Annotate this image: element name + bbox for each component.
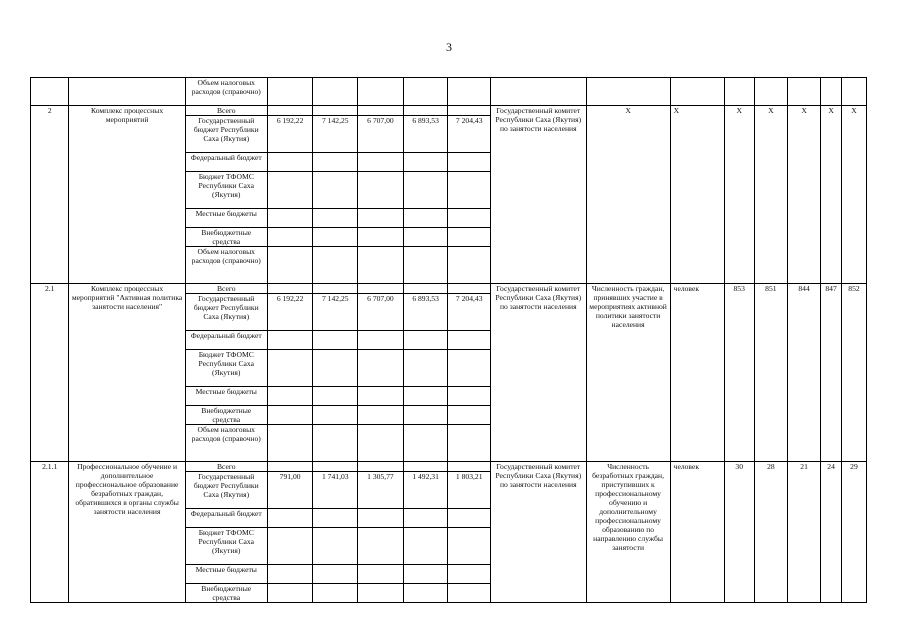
- amount-cell: [403, 406, 448, 425]
- amount-cell: [313, 425, 358, 462]
- amount-cell: 6 893,53: [403, 116, 448, 153]
- table-row: [31, 462, 867, 472]
- amount-cell: [448, 584, 491, 603]
- indicator-cell: Х: [586, 106, 670, 284]
- table-row: [31, 284, 867, 294]
- indicator-cell: Численность безработных граждан, приступивших к профессиональному обучению и дополнительному профессиональному образованию по направлению службы занятости: [586, 462, 670, 603]
- amount-cell: [448, 528, 491, 565]
- amount-cell: [313, 153, 358, 172]
- indicator-value-cell: 29: [841, 462, 866, 603]
- unit-cell: человек: [670, 462, 724, 603]
- amount-cell: [403, 509, 448, 528]
- amount-cell: [267, 209, 313, 228]
- source-cell: Местные бюджеты: [185, 209, 267, 228]
- indicator-value-cell: Х: [841, 106, 866, 284]
- amount-cell: [358, 462, 404, 472]
- amount-cell: [358, 209, 404, 228]
- indicator-value-cell: 30: [724, 462, 754, 603]
- amount-cell: 7 142,25: [313, 116, 358, 153]
- amount-cell: [448, 509, 491, 528]
- amount-cell: [358, 425, 404, 462]
- indicator-value-cell: 847: [821, 284, 842, 462]
- source-cell: Бюджет ТФОМС Республики Саха (Якутия): [185, 172, 267, 209]
- amount-cell: [448, 462, 491, 472]
- amount-cell: [403, 387, 448, 406]
- source-cell: Федеральный бюджет: [185, 153, 267, 172]
- amount-cell: [358, 528, 404, 565]
- amount-cell: [403, 425, 448, 462]
- table-row: [31, 106, 867, 116]
- amount-cell: [267, 387, 313, 406]
- amount-cell: [313, 247, 358, 284]
- source-cell: Федеральный бюджет: [185, 509, 267, 528]
- indicator-value-cell: 852: [841, 284, 866, 462]
- unit-cell: Х: [670, 106, 724, 284]
- amount-cell: [267, 172, 313, 209]
- amount-cell: [267, 228, 313, 247]
- amount-cell: [403, 528, 448, 565]
- indicator-value-cell: Х: [724, 106, 754, 284]
- indicator-cell: Численность граждан, принявших участие в мероприятиях активной политики занятости населения: [586, 284, 670, 462]
- amount-cell: 7 142,25: [313, 294, 358, 331]
- amount-cell: [403, 247, 448, 284]
- amount-cell: [403, 228, 448, 247]
- amount-cell: 791,00: [267, 472, 313, 509]
- amount-cell: [267, 247, 313, 284]
- amount-cell: [313, 209, 358, 228]
- amount-cell: [267, 425, 313, 462]
- amount-cell: [448, 228, 491, 247]
- activity-name-cell: Комплекс процессных мероприятий: [69, 106, 185, 284]
- amount-cell: [358, 350, 404, 387]
- program-table: [30, 77, 867, 603]
- amount-cell: [313, 462, 358, 472]
- amount-cell: [358, 247, 404, 284]
- unit-cell: человек: [670, 284, 724, 462]
- amount-cell: [267, 528, 313, 565]
- source-cell: Всего: [185, 462, 267, 472]
- activity-name-cell: Комплекс процессных мероприятий "Активная политика занятости населения": [69, 284, 185, 462]
- source-cell: Внебюджетные средства: [185, 584, 267, 603]
- source-cell: Бюджет ТФОМС Республики Саха (Якутия): [185, 528, 267, 565]
- amount-cell: [448, 284, 491, 294]
- indicator-value-cell: Х: [821, 106, 842, 284]
- amount-cell: [267, 462, 313, 472]
- amount-cell: [313, 406, 358, 425]
- source-cell: Бюджет ТФОМС Республики Саха (Якутия): [185, 350, 267, 387]
- amount-cell: [358, 565, 404, 584]
- amount-cell: 6 707,00: [358, 116, 404, 153]
- amount-cell: [358, 331, 404, 350]
- amount-cell: 6 192,22: [267, 116, 313, 153]
- amount-cell: [358, 172, 404, 209]
- source-cell: Объем налоговых расходов (справочно): [185, 425, 267, 462]
- amount-cell: [403, 106, 448, 116]
- amount-cell: [267, 153, 313, 172]
- row-number-cell: 2.1: [31, 284, 69, 462]
- source-cell: Внебюджетные средства: [185, 406, 267, 425]
- amount-cell: [403, 462, 448, 472]
- amount-cell: [403, 565, 448, 584]
- source-cell: Государственный бюджет Республики Саха (Якутия): [185, 472, 267, 509]
- amount-cell: [403, 153, 448, 172]
- amount-cell: [403, 209, 448, 228]
- amount-cell: [448, 331, 491, 350]
- source-cell: Внебюджетные средства: [185, 228, 267, 247]
- executor-cell: Государственный комитет Республики Саха (Якутия) по занятости населения: [491, 462, 587, 603]
- amount-cell: [358, 584, 404, 603]
- indicator-value-cell: 21: [787, 462, 820, 603]
- amount-cell: 6 707,00: [358, 294, 404, 331]
- source-cell: Федеральный бюджет: [185, 331, 267, 350]
- source-cell: Местные бюджеты: [185, 387, 267, 406]
- amount-cell: 6 192,22: [267, 294, 313, 331]
- amount-cell: [403, 331, 448, 350]
- amount-cell: [448, 106, 491, 116]
- amount-cell: 1 741,03: [313, 472, 358, 509]
- amount-cell: [267, 331, 313, 350]
- indicator-value-cell: Х: [754, 106, 787, 284]
- amount-cell: [313, 284, 358, 294]
- amount-cell: [313, 528, 358, 565]
- amount-cell: [267, 284, 313, 294]
- source-cell: Государственный бюджет Республики Саха (Якутия): [185, 116, 267, 153]
- amount-cell: [448, 387, 491, 406]
- amount-cell: [313, 331, 358, 350]
- amount-cell: [267, 584, 313, 603]
- row-number-cell: 2: [31, 106, 69, 284]
- source-cell: Всего: [185, 106, 267, 116]
- executor-cell: Государственный комитет Республики Саха (Якутия) по занятости населения: [491, 106, 587, 284]
- page-number: 3: [446, 40, 452, 54]
- source-cell: Всего: [185, 284, 267, 294]
- indicator-value-cell: 24: [821, 462, 842, 603]
- indicator-value-cell: 853: [724, 284, 754, 462]
- amount-cell: [267, 565, 313, 584]
- amount-cell: 7 204,43: [448, 294, 491, 331]
- amount-cell: [448, 350, 491, 387]
- indicator-value-cell: 851: [754, 284, 787, 462]
- amount-cell: [358, 284, 404, 294]
- executor-cell: Государственный комитет Республики Саха (Якутия) по занятости населения: [491, 284, 587, 462]
- amount-cell: [267, 106, 313, 116]
- amount-cell: [313, 387, 358, 406]
- amount-cell: 1 803,21: [448, 472, 491, 509]
- amount-cell: [313, 228, 358, 247]
- amount-cell: [313, 106, 358, 116]
- amount-cell: 1 305,77: [358, 472, 404, 509]
- amount-cell: [358, 153, 404, 172]
- source-cell: Местные бюджеты: [185, 565, 267, 584]
- amount-cell: [267, 509, 313, 528]
- amount-cell: [358, 387, 404, 406]
- amount-cell: 1 492,31: [403, 472, 448, 509]
- amount-cell: [448, 153, 491, 172]
- amount-cell: 7 204,43: [448, 116, 491, 153]
- amount-cell: [358, 509, 404, 528]
- amount-cell: [448, 425, 491, 462]
- amount-cell: [403, 172, 448, 209]
- indicator-value-cell: 28: [754, 462, 787, 603]
- amount-cell: [403, 284, 448, 294]
- amount-cell: [403, 350, 448, 387]
- table-row: [31, 78, 867, 106]
- source-cell: Государственный бюджет Республики Саха (Якутия): [185, 294, 267, 331]
- amount-cell: [358, 406, 404, 425]
- amount-cell: [358, 228, 404, 247]
- amount-cell: [448, 565, 491, 584]
- amount-cell: [448, 209, 491, 228]
- amount-cell: 6 893,53: [403, 294, 448, 331]
- amount-cell: [448, 406, 491, 425]
- activity-name-cell: Профессиональное обучение и дополнительное профессиональное образование безработных граждан, обратившихся в органы службы занятости населения: [69, 462, 185, 603]
- amount-cell: [448, 247, 491, 284]
- amount-cell: [358, 106, 404, 116]
- indicator-value-cell: Х: [787, 106, 820, 284]
- amount-cell: [267, 406, 313, 425]
- amount-cell: [313, 172, 358, 209]
- indicator-value-cell: 844: [787, 284, 820, 462]
- source-cell: Объем налоговых расходов (справочно): [185, 247, 267, 284]
- source-cell: Объем налоговых расходов (справочно): [185, 78, 267, 106]
- amount-cell: [313, 565, 358, 584]
- amount-cell: [313, 509, 358, 528]
- amount-cell: [448, 172, 491, 209]
- amount-cell: [313, 584, 358, 603]
- amount-cell: [403, 584, 448, 603]
- amount-cell: [267, 350, 313, 387]
- amount-cell: [313, 350, 358, 387]
- row-number-cell: 2.1.1: [31, 462, 69, 603]
